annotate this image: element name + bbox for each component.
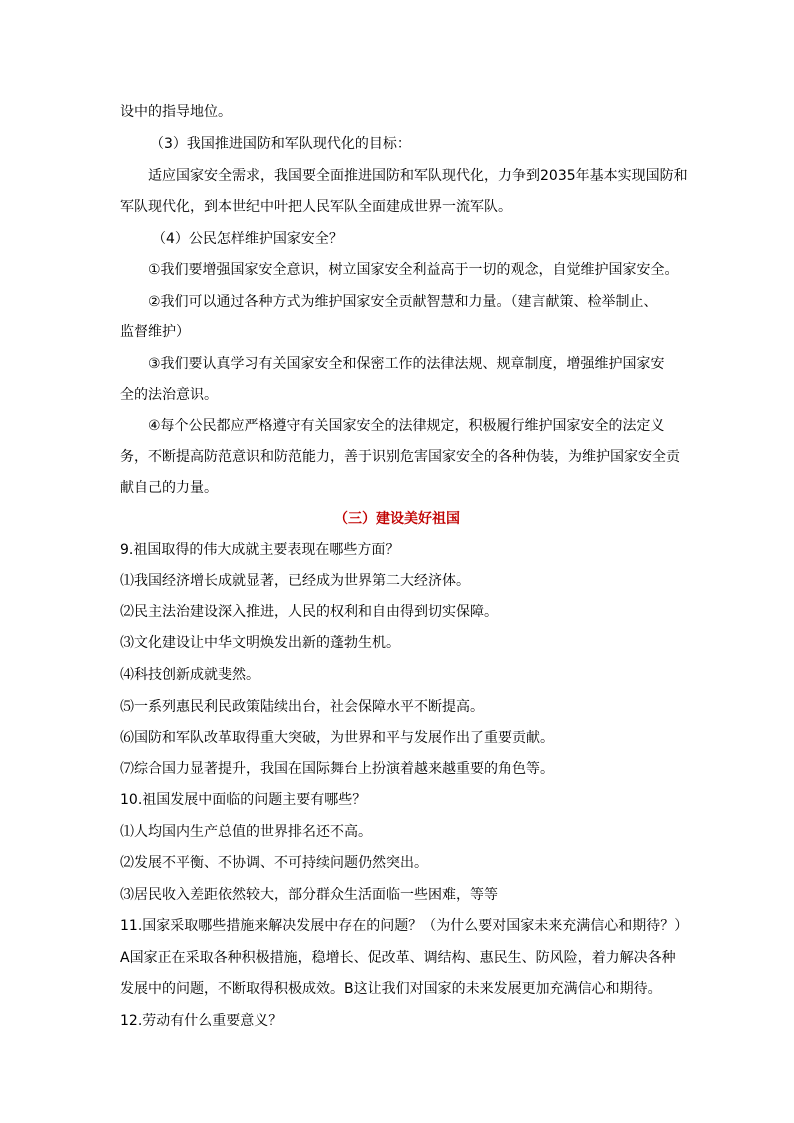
text-line: 监督维护）	[120, 324, 190, 340]
list-item: ⑺综合国力显著提升，我国在国际舞台上扮演着越来越重要的角色等。	[120, 761, 554, 777]
list-item: ⑸一系列惠民利民政策陆续出台，社会保障水平不断提高。	[120, 699, 484, 715]
text-line: ④每个公民都应严格遵守有关国家安全的法律规定，积极履行维护国家安全的法定义	[148, 418, 665, 434]
text-line: 发展中的问题，不断取得积极成效。B这让我们对国家的未来发展更加充满信心和期待。	[120, 981, 662, 997]
text-line: A国家正在采取各种积极措施，稳增长、促改革、调结构、惠民生、防风险，着力解决各种	[120, 950, 676, 966]
list-item: ⑶居民收入差距依然较大，部分群众生活面临一些困难，等等	[120, 887, 498, 903]
text-line: 设中的指导地位。	[120, 104, 232, 120]
list-item: ⑹国防和军队改革取得重大突破，为世界和平与发展作出了重要贡献。	[120, 730, 554, 746]
list-item: ⑵发展不平衡、不协调、不可持续问题仍然突出。	[120, 855, 428, 871]
text-line: ②我们可以通过各种方式为维护国家安全贡献智慧和力量。（建言献策、检举制止、	[148, 294, 658, 310]
text-line: 全的法治意识。	[120, 387, 218, 403]
list-item: ⑵民主法治建设深入推进，人民的权利和自由得到切实保障。	[120, 604, 498, 620]
list-item: ⑷科技创新成就斐然。	[120, 667, 260, 683]
section-heading: （三）建设美好祖国	[334, 511, 460, 527]
list-item: ⑶文化建设让中华文明焕发出新的蓬勃生机。	[120, 635, 400, 651]
list-item: ⑴我国经济增长成就显著，已经成为世界第二大经济体。	[120, 573, 470, 589]
text-line: ①我们要增强国家安全意识，树立国家安全利益高于一切的观念，自觉维护国家安全。	[148, 262, 679, 278]
list-item: ⑴人均国内生产总值的世界排名还不高。	[120, 824, 372, 840]
text-line: 献自己的力量。	[120, 480, 218, 496]
question-10: 10.祖国发展中面临的问题主要有哪些？	[120, 792, 367, 808]
question-11: 11.国家采取哪些措施来解决发展中存在的问题？（为什么要对国家未来充满信心和期待？）	[120, 918, 689, 934]
subsection-heading-3: （3）我国推进国防和军队现代化的目标：	[150, 136, 411, 152]
question-9: 9.祖国取得的伟大成就主要表现在哪些方面？	[120, 542, 400, 558]
text-line: 军队现代化，到本世纪中叶把人民军队全面建成世界一流军队。	[120, 199, 512, 215]
text-line: 务，不断提高防范意识和防范能力，善于识别危害国家安全的各种伪装，为维护国家安全贡	[120, 449, 680, 465]
question-12: 12.劳动有什么重要意义？	[120, 1013, 283, 1029]
text-line: ③我们要认真学习有关国家安全和保密工作的法律法规、规章制度，增强维护国家安	[148, 356, 665, 372]
subsection-heading-4: （4）公民怎样维护国家安全？	[152, 231, 343, 247]
text-line: 适应国家安全需求，我国要全面推进国防和军队现代化，力争到2035年基本实现国防和	[148, 168, 688, 184]
